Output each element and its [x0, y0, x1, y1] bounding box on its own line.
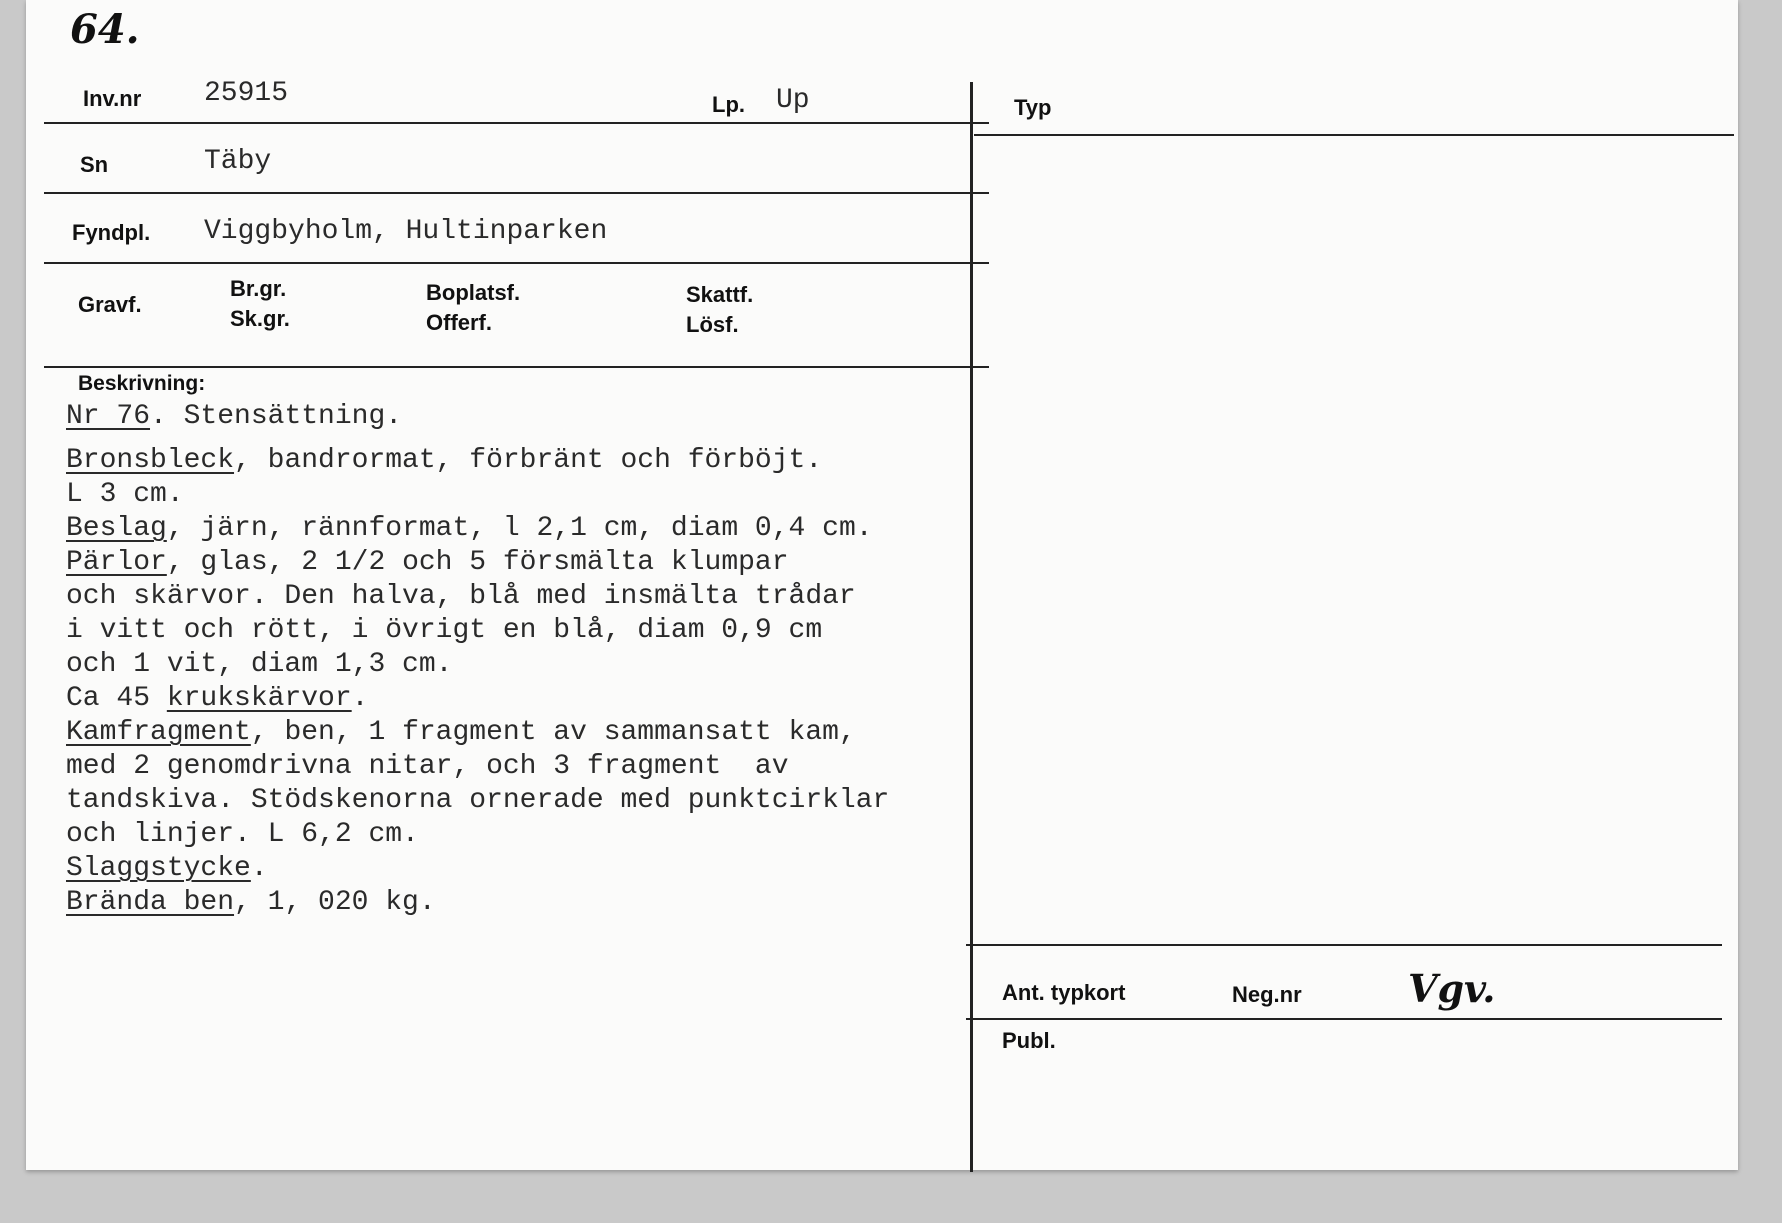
description-term: Beslag — [66, 513, 167, 544]
description-text: i vitt och rött, i övrigt en blå, diam 0,9 cm — [66, 615, 823, 646]
description-text: , glas, 2 1/2 och 5 försmälta klumpar — [166, 547, 789, 578]
br-gr-label: Br.gr. — [230, 276, 287, 301]
description-line — [66, 716, 1016, 750]
description-line — [66, 546, 1016, 580]
description-line — [66, 750, 1016, 784]
neg-nr-value: Vgv. — [1408, 966, 1496, 1011]
skattf-label: Skattf. — [686, 282, 754, 307]
gravf-label: Gravf. — [78, 292, 142, 317]
description-term: Brända ben — [66, 887, 235, 918]
description-line — [66, 478, 1016, 512]
description-line — [66, 400, 1016, 434]
inv-nr-value: 25915 — [204, 78, 289, 109]
description-term: Pärlor — [66, 547, 167, 578]
description-line — [66, 784, 1016, 818]
description-text: , 1, 020 kg. — [234, 887, 436, 918]
lp-label: Lp. — [712, 92, 745, 117]
divider-typ — [974, 134, 1734, 136]
description-text: tandskiva. Stödskenorna ornerade med punktcirklar — [66, 785, 890, 816]
lp-value: Up — [776, 85, 810, 116]
description-term: krukskärvor — [166, 683, 352, 714]
description-text: och 1 vit, diam 1,3 cm. — [66, 649, 453, 680]
sn-label: Sn — [80, 152, 109, 177]
fyndpl-value: Viggbyholm, Hultinparken — [204, 216, 608, 247]
beskrivning-label: Beskrivning: — [78, 372, 206, 395]
typ-label: Typ — [1014, 95, 1052, 120]
description-line — [66, 614, 1016, 648]
fyndpl-label: Fyndpl. — [72, 220, 151, 245]
description-line — [66, 886, 1016, 920]
description-line — [66, 512, 1016, 546]
description-text: , järn, rännformat, l 2,1 cm, diam 0,4 cm. — [166, 513, 873, 544]
description-text: . — [351, 683, 369, 714]
divider-fyndtyp — [44, 366, 989, 368]
description-text: och skärvor. Den halva, blå med insmälta trådar — [66, 581, 856, 612]
description-line — [66, 852, 1016, 886]
description-text: och linjer. L 6,2 cm. — [66, 819, 419, 850]
description — [66, 400, 1016, 920]
card-number: 64. — [70, 6, 140, 53]
description-text: . — [250, 853, 268, 884]
description-term: Nr 76 — [66, 401, 151, 432]
description-line — [66, 444, 1016, 478]
description-line — [66, 682, 1016, 716]
losf-label: Lösf. — [686, 312, 739, 337]
description-text: L 3 cm. — [66, 479, 184, 510]
offerf-label: Offerf. — [426, 310, 492, 335]
ant-typkort-label: Ant. typkort — [1002, 980, 1126, 1005]
description-text: , bandrormat, förbränt och förböjt. — [234, 445, 823, 476]
sk-gr-label: Sk.gr. — [230, 306, 290, 331]
index-card — [26, 0, 1738, 1170]
divider-sn — [44, 192, 989, 194]
divider-bottom-top — [966, 944, 1722, 946]
description-term: Bronsbleck — [66, 445, 235, 476]
description-line — [66, 580, 1016, 614]
divider-fyndpl — [44, 262, 989, 264]
publ-label: Publ. — [1002, 1028, 1056, 1053]
description-text: , ben, 1 fragment av sammansatt kam, — [250, 717, 856, 748]
column-divider — [970, 82, 973, 1172]
description-line — [66, 648, 1016, 682]
description-text: med 2 genomdrivna nitar, och 3 fragment av — [66, 751, 789, 782]
description-prefix: Ca 45 — [66, 683, 167, 714]
neg-nr-label: Neg.nr — [1232, 982, 1302, 1007]
divider-neg — [966, 1018, 1722, 1020]
description-line — [66, 818, 1016, 852]
description-term: Slaggstycke — [66, 853, 251, 884]
sn-value: Täby — [204, 146, 272, 177]
description-text: . Stensättning. — [150, 401, 403, 432]
inv-nr-label: Inv.nr — [83, 86, 142, 111]
boplatsf-label: Boplatsf. — [426, 280, 521, 305]
divider-inv — [44, 122, 989, 124]
description-term: Kamfragment — [66, 717, 251, 748]
